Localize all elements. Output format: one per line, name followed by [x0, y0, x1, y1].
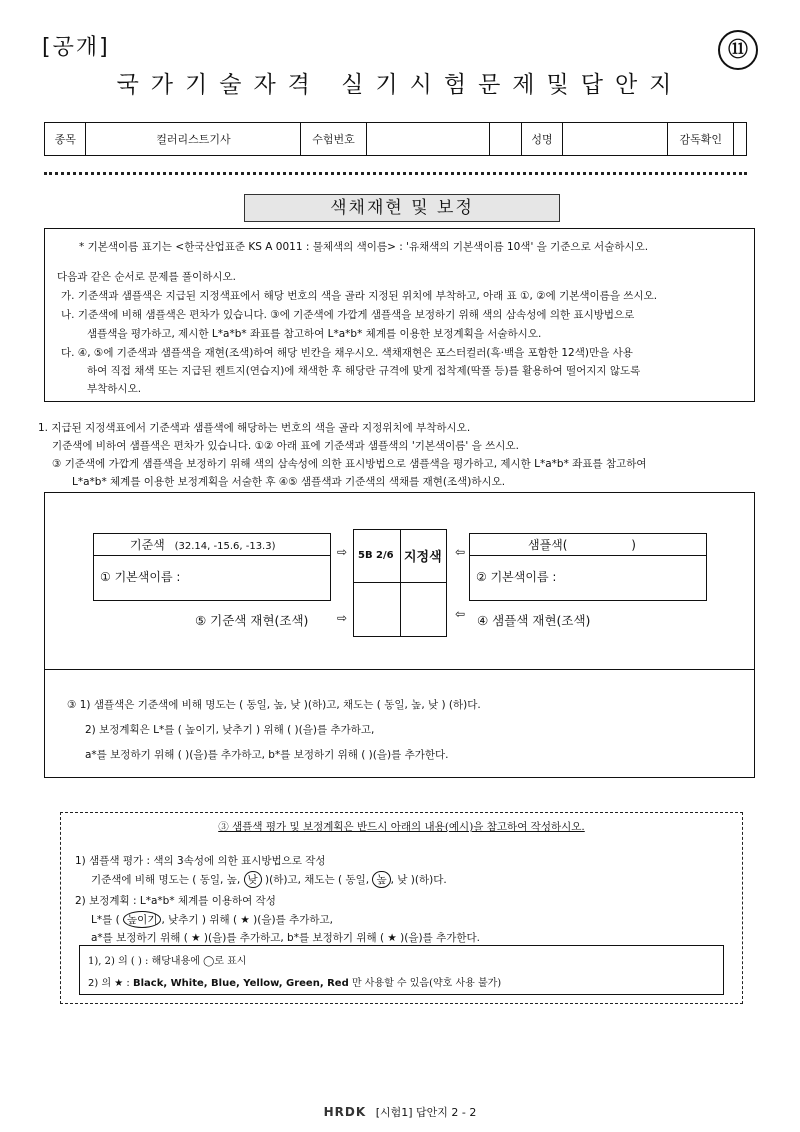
reference-reproduce-label: ⑤ 기준색 재현(조색) [195, 613, 309, 628]
note-text: 2) 의 ★ : [88, 978, 130, 989]
field-label: 감독확인 [668, 123, 734, 156]
example-text: , 낮 )(하)다. [390, 874, 447, 886]
sample-basic-name-label: ② 기본색이름 : [476, 570, 557, 584]
section-title: 색채재현 및 보정 [244, 194, 560, 222]
circle-mark: 낮 [244, 871, 262, 888]
example-line: 2) 보정계획 : L*a*b* 체계를 이용하여 작성 [75, 895, 276, 907]
page-title: 국가기술자격 실기시험문제및답안지 [116, 72, 684, 98]
public-tag: [공개] [42, 35, 110, 60]
field-label: 종목 [45, 123, 86, 156]
field-label: 수험번호 [301, 123, 366, 156]
arrow-left-icon: ⇦ [455, 545, 466, 559]
instructions-box [44, 228, 755, 402]
reference-coords: (32.14, -15.6, -13.3) [174, 541, 276, 552]
designated-code: 5B 2/6 [358, 550, 394, 561]
instruction-c-cont: 하여 직접 채색 또는 지급된 켄트지(연습지)에 채색한 후 해당란 규격에 맞게 접착제(딱풀 등)를 활용하여 떨어지지 않도록 [87, 365, 641, 377]
footer [0, 1104, 800, 1120]
reference-header [94, 534, 330, 556]
example-text: )(하)고, 채도는 ( 동일, [265, 874, 370, 886]
example-text: , 낮추기 ) 위해 ( ★ )(을)를 추가하고, [161, 914, 333, 926]
note-line [88, 974, 501, 989]
example-line: 1) 샘플색 평가 : 색의 3속성에 의한 표시방법으로 작성 [75, 855, 326, 867]
reference-color-box[interactable] [93, 533, 331, 601]
answer-sheet [44, 492, 755, 778]
footer-text: [시험1] 답안지 2 - 2 [375, 1106, 477, 1119]
exam-number-field[interactable] [366, 123, 490, 156]
sample-color-box[interactable] [469, 533, 707, 601]
sample-label: 샘플색( [528, 538, 568, 552]
arrow-left-icon: ⇦ [455, 607, 466, 621]
info-table [44, 122, 747, 156]
instruction-c-cont: 부착하시오. [87, 383, 142, 395]
note-line: 1), 2) 의 ( ) : 해당내용에 ◯로 표시 [88, 956, 247, 967]
example-title: ③ 샘플색 평가 및 보정계획은 반드시 아래의 내용(예시)을 참고하여 작성하시오. [218, 821, 585, 833]
grid-line [400, 530, 401, 636]
sample-close: ) [631, 538, 636, 552]
allowed-colors: Black, White, Blue, Yellow, Green, Red [132, 978, 349, 989]
correction-line[interactable]: 2) 보정계획은 L*를 ( 높이기, 낮추기 ) 위해 ( )(을)를 추가하고, [85, 724, 375, 736]
grid-line [354, 582, 446, 583]
circle-mark: 높 [372, 871, 390, 888]
instruction-b: 나. 기준색에 비해 샘플색은 편차가 있습니다. ③에 기준색에 가깝게 샘플색을 보정하기 위해 색의 삼속성에 의한 표시방법으로 [61, 309, 635, 321]
arrow-right-icon: ⇨ [337, 611, 348, 625]
example-line [91, 871, 447, 888]
example-text: 기준색에 비해 명도는 ( 동일, 높, [91, 874, 241, 886]
divider-dotted [44, 172, 747, 175]
example-text: L*를 ( [91, 914, 120, 926]
example-line: a*를 보정하기 위해 ( ★ )(을)를 추가하고, b*를 보정하기 위해 ( ★ )(을)를 추가한다. [91, 932, 480, 944]
field-value: 컬러리스트기사 [86, 123, 301, 156]
note-text: 만 사용할 수 있음(약호 사용 불가) [351, 978, 502, 989]
question-line: 1. 지급된 지정색표에서 기준색과 샘플색에 해당하는 번호의 색을 골라 지정위치에 부착하시오. [38, 422, 471, 434]
example-box [60, 812, 743, 1004]
section-divider [45, 669, 754, 670]
reference-label: 기준색 [130, 538, 165, 552]
supervisor-field[interactable] [734, 123, 747, 156]
instruction-a: 가. 기준색과 샘플색은 지급된 지정색표에서 해당 번호의 색을 골라 지정된 위치에 부착하고, 아래 표 ①, ②에 기본색이름을 쓰시오. [61, 290, 658, 302]
name-field[interactable] [563, 123, 668, 156]
hrdk-logo: HRDK [323, 1105, 367, 1119]
sample-reproduce-label: ④ 샘플색 재현(조색) [477, 613, 591, 628]
example-note-box [79, 945, 724, 995]
blank-cell [490, 123, 521, 156]
reference-basic-name-label: ① 기본색이름 : [100, 570, 181, 584]
evaluation-line[interactable]: ③ 1) 샘플색은 기준색에 비해 명도는 ( 동일, 높, 낮 )(하)고, 채도는 ( 동일, 높, 낮 ) (하)다. [67, 699, 481, 711]
sample-header [470, 534, 706, 556]
arrow-right-icon: ⇨ [337, 545, 348, 559]
designated-color-grid [353, 529, 447, 637]
instruction-intro: 다음과 같은 순서로 문제를 풀이하시오. [57, 271, 236, 283]
instruction-note: * 기본색이름 표기는 <한국산업표준 KS A 0011 : 물체색의 색이름> : '유채색의 기본색이름 10색' 을 기준으로 서술하시오. [79, 241, 649, 253]
question-line: 기준색에 비하여 샘플색은 편차가 있습니다. ①② 아래 표에 기준색과 샘플색의 '기본색이름' 을 쓰시오. [52, 440, 519, 452]
question-line: L*a*b* 체계를 이용한 보정계획을 서술한 후 ④⑤ 샘플색과 기준색의 색채를 재현(조색)하시오. [72, 476, 506, 488]
field-label: 성명 [521, 123, 562, 156]
instruction-b-cont: 샘플색을 평가하고, 제시한 L*a*b* 좌표를 참고하여 L*a*b* 체계를 이용한 보정계획을 서술하시오. [87, 328, 542, 340]
correction-line[interactable]: a*를 보정하기 위해 ( )(을)를 추가하고, b*를 보정하기 위해 ( )(을)를 추가한다. [85, 749, 449, 761]
sheet-number: ⑪ [718, 30, 758, 70]
question-line: ③ 기준색에 가깝게 샘플색을 보정하기 위해 색의 삼속성에 의한 표시방법으로 샘플색을 평가하고, 제시한 L*a*b* 좌표를 참고하여 [52, 458, 647, 470]
circle-mark: 높이기 [123, 911, 161, 928]
designated-label: 지정색 [404, 550, 442, 565]
example-line [91, 911, 333, 928]
instruction-c: 다. ④, ⑤에 기준색과 샘플색을 재현(조색)하여 해당 빈칸을 채우시오. 색채재현은 포스터컬러(흑·백을 포함한 12색)만을 사용 [61, 347, 633, 359]
